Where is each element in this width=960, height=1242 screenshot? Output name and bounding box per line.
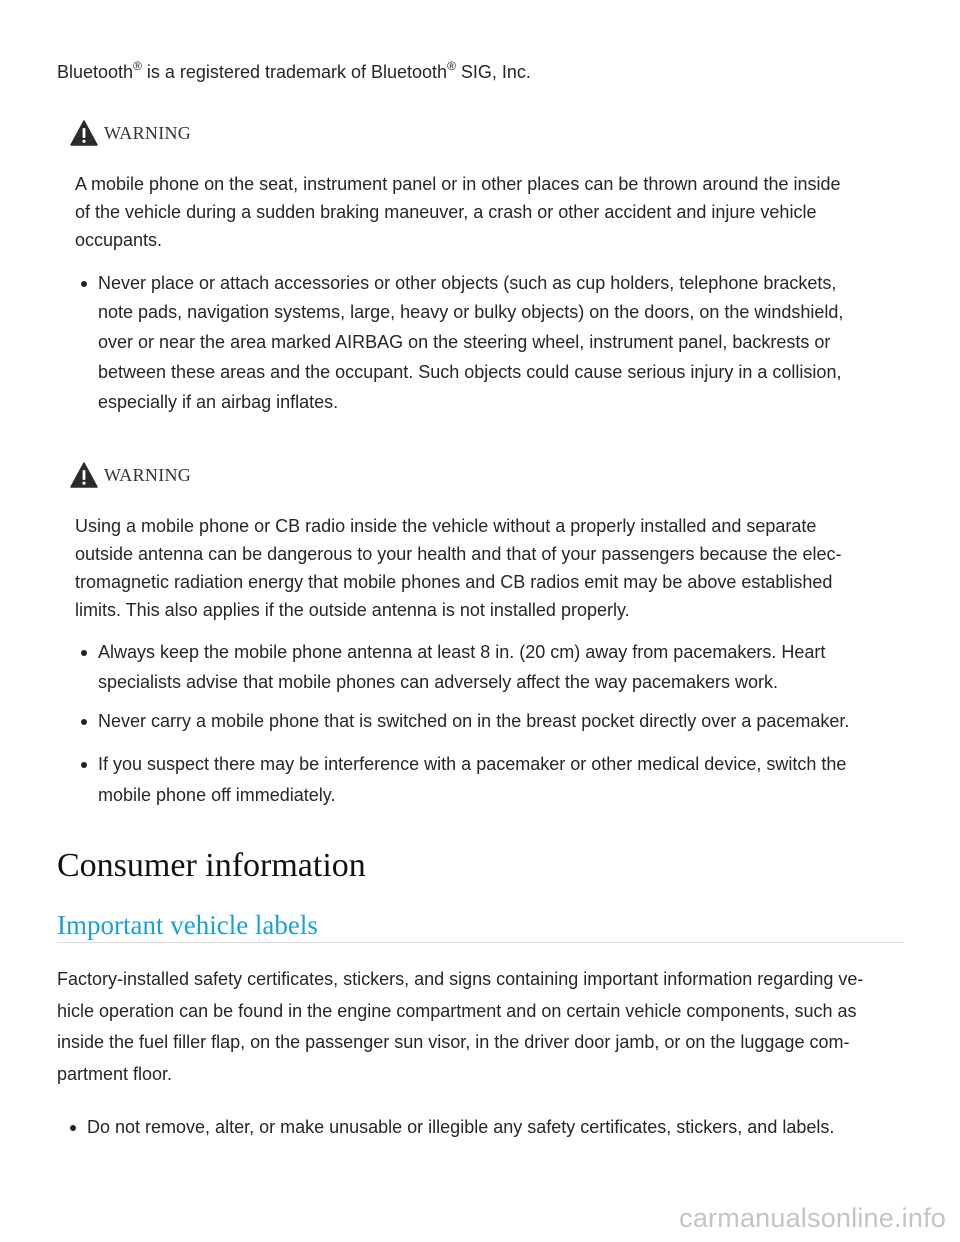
warning-2-intro-line: Using a mobile phone or CB radio inside the vehicle without a properly installed and separate [75, 516, 817, 536]
warning-1-bullet-line: over or near the area marked AIRBAG on the steering wheel, instrument panel, backrests or [98, 332, 831, 352]
warning-2-bullet-line: specialists advise that mobile phones can adversely affect the way pacemakers work. [98, 672, 779, 692]
warning-1-bullet-line: between these areas and the occupant. Such objects could cause serious injury in a collision, [98, 362, 842, 382]
watermark-text: carmanualsonline.info [679, 1203, 946, 1233]
warning-2-bullet-line: If you suspect there may be interference with a pacemaker or other medical device, switch the [98, 754, 847, 774]
warning-2-bullet-line: Never carry a mobile phone that is switched on in the breast pocket directly over a pacemaker. [98, 711, 850, 731]
bullet-dot [81, 762, 87, 768]
section-paragraph-line: Factory-installed safety certificates, stickers, and signs containing important information regarding ve- [57, 969, 864, 989]
warning-1-header [70, 119, 191, 147]
warning-1-intro-line: A mobile phone on the seat, instrument panel or in other places can be thrown around the inside [75, 174, 841, 194]
warning-1-bullet-line: especially if an airbag inflates. [98, 392, 339, 412]
bullet-dot [81, 650, 87, 656]
trademark-text-1: Bluetooth [57, 62, 134, 82]
warning-1-bullet-line: Never place or attach accessories or other objects (such as cup holders, telephone brackets, [98, 273, 837, 293]
section-paragraph-line: inside the fuel filler flap, on the passenger sun visor, in the driver door jamb, or on the luggage com- [57, 1032, 850, 1052]
warning-triangle-icon [70, 120, 98, 146]
warning-1-bullet-line: note pads, navigation systems, large, heavy or bulky objects) on the doors, on the windshield, [98, 302, 844, 322]
bullet-dot [81, 281, 87, 287]
warning-2-title: WARNING [104, 464, 192, 485]
warning-2-header [70, 461, 191, 489]
bullet-dot [81, 719, 87, 725]
warning-2-intro-line: limits. This also applies if the outside antenna is not installed properly. [75, 600, 630, 620]
section-heading: Consumer information [57, 847, 366, 884]
heading-divider [57, 942, 904, 943]
registered-mark-1: ® [133, 59, 142, 73]
trademark-text-3: SIG, Inc. [455, 62, 531, 82]
warning-2-bullet-line: Always keep the mobile phone antenna at least 8 in. (20 cm) away from pacemakers. Heart [98, 642, 826, 662]
section-paragraph-line: partment floor. [57, 1064, 173, 1084]
warning-1-intro-line: occupants. [75, 230, 163, 250]
section-subheading: Important vehicle labels [57, 910, 318, 940]
warning-2-intro-line: tromagnetic radiation energy that mobile phones and CB radios emit may be above established [75, 572, 833, 592]
warning-triangle-icon [70, 462, 98, 488]
warning-1-title: WARNING [104, 122, 192, 143]
bullet-dot [70, 1125, 76, 1131]
registered-mark-2: ® [447, 59, 456, 73]
section-bullet-line: Do not remove, alter, or make unusable or illegible any safety certificates, stickers, and labels. [87, 1117, 835, 1137]
warning-2-bullet-line: mobile phone off immediately. [98, 785, 336, 805]
warning-1-intro-line: of the vehicle during a sudden braking maneuver, a crash or other accident and injure vehicle [75, 202, 817, 222]
trademark-note [57, 60, 531, 84]
trademark-text-2: is a registered trademark of Bluetooth [141, 62, 448, 82]
warning-2-intro-line: outside antenna can be dangerous to your health and that of your passengers because the elec- [75, 544, 842, 564]
section-paragraph-line: hicle operation can be found in the engine compartment and on certain vehicle components, such as [57, 1001, 857, 1021]
